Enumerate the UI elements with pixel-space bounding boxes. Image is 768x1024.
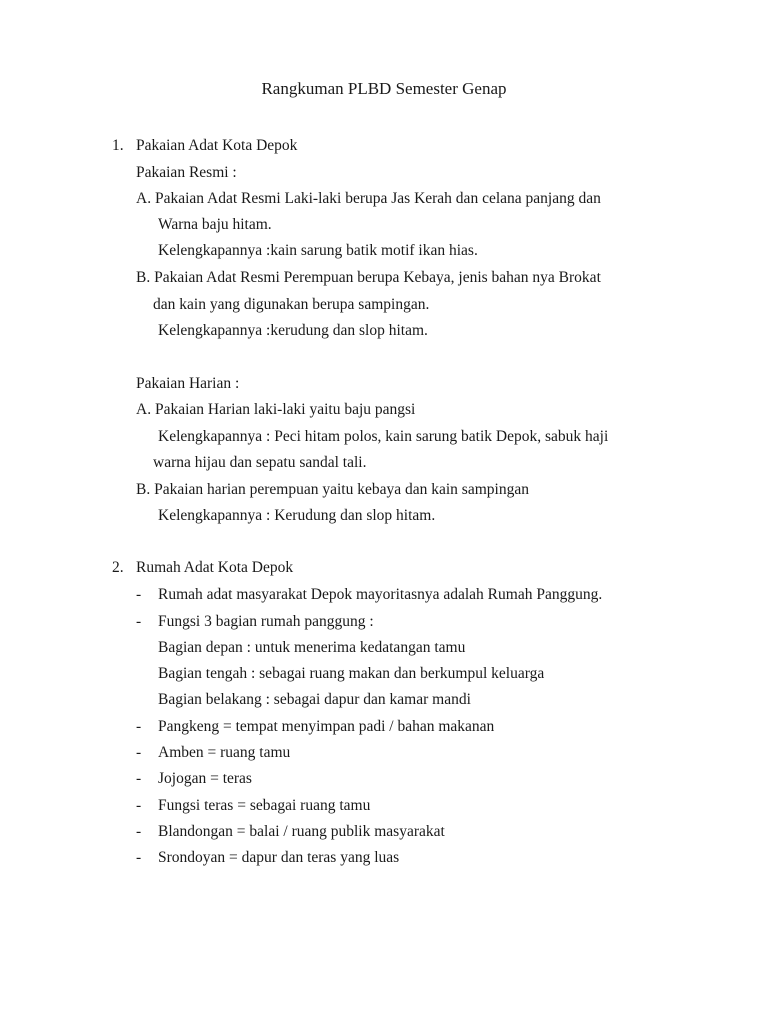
list-item: Amben = ruang tamu (158, 744, 291, 761)
pakaian-resmi-b-line-3: Kelengkapannya :kerudung dan slop hitam. (158, 322, 428, 339)
sub-list-item: Bagian tengah : sebagai ruang makan dan berkumpul keluarga (158, 665, 545, 682)
pakaian-harian-a-line-2: Kelengkapannya : Peci hitam polos, kain sarung batik Depok, sabuk haji (158, 428, 609, 445)
sub-list-item: Bagian belakang : sebagai dapur dan kamar mandi (158, 691, 471, 708)
list-bullet: - (136, 718, 142, 735)
pakaian-harian-b-line-1: B. Pakaian harian perempuan yaitu kebaya dan kain sampingan (136, 481, 529, 498)
list-bullet: - (136, 586, 142, 603)
list-item: Srondoyan = dapur dan teras yang luas (158, 849, 400, 866)
pakaian-resmi-label: Pakaian Resmi : (136, 164, 237, 181)
list-item: Blandongan = balai / ruang publik masyarakat (158, 823, 445, 840)
list-item: Fungsi 3 bagian rumah panggung : (158, 613, 374, 630)
section-1-number: 1. (112, 137, 124, 154)
pakaian-harian-a-line-3: warna hijau dan sepatu sandal tali. (153, 454, 367, 471)
pakaian-harian-b-line-2: Kelengkapannya : Kerudung dan slop hitam. (158, 507, 436, 524)
list-bullet: - (136, 613, 142, 630)
section-2-number: 2. (112, 559, 124, 576)
pakaian-resmi-a-line-3: Kelengkapannya :kain sarung batik motif ikan hias. (158, 242, 478, 259)
section-2-heading: Rumah Adat Kota Depok (136, 559, 294, 576)
pakaian-harian-label: Pakaian Harian : (136, 375, 240, 392)
pakaian-resmi-a-line-1: A. Pakaian Adat Resmi Laki-laki berupa Jas Kerah dan celana panjang dan (136, 190, 601, 207)
document-title: Rangkuman PLBD Semester Genap (261, 79, 507, 98)
list-item: Jojogan = teras (158, 770, 252, 787)
sub-list-item: Bagian depan : untuk menerima kedatangan tamu (158, 639, 466, 656)
pakaian-resmi-a-line-2: Warna baju hitam. (158, 216, 272, 233)
list-item: Rumah adat masyarakat Depok mayoritasnya adalah Rumah Panggung. (158, 586, 603, 603)
list-bullet: - (136, 849, 142, 866)
list-item: Pangkeng = tempat menyimpan padi / bahan makanan (158, 718, 495, 735)
list-bullet: - (136, 823, 142, 840)
list-bullet: - (136, 797, 142, 814)
pakaian-resmi-b-line-1: B. Pakaian Adat Resmi Perempuan berupa Kebaya, jenis bahan nya Brokat (136, 269, 601, 286)
list-bullet: - (136, 770, 142, 787)
list-bullet: - (136, 744, 142, 761)
section-1-heading: Pakaian Adat Kota Depok (136, 137, 298, 154)
list-item: Fungsi teras = sebagai ruang tamu (158, 797, 371, 814)
pakaian-resmi-b-line-2: dan kain yang digunakan berupa sampingan. (153, 296, 430, 313)
pakaian-harian-a-line-1: A. Pakaian Harian laki-laki yaitu baju pangsi (136, 401, 416, 418)
